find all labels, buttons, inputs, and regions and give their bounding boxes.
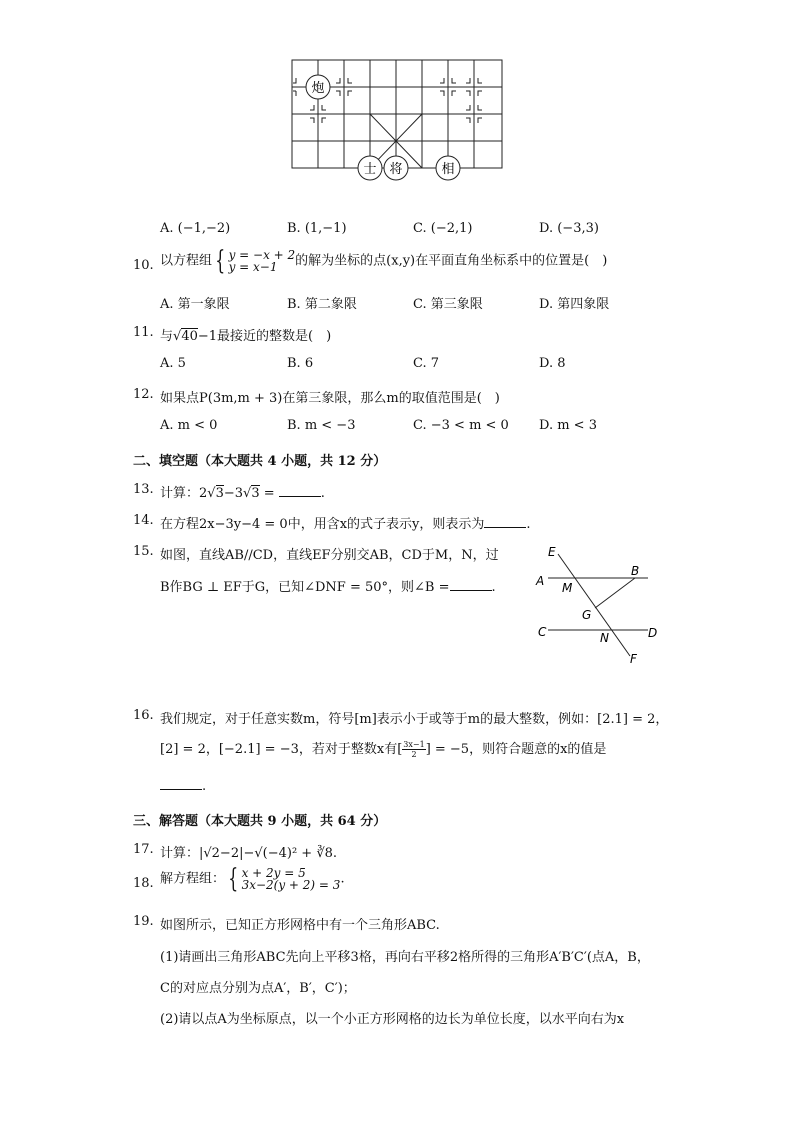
q16-line2 — [160, 738, 606, 759]
label-e: E — [548, 545, 556, 559]
q9-option-a: A. (−1,−2) — [160, 221, 231, 236]
q12-option-d: D. m < 3 — [539, 418, 597, 433]
answer-blank[interactable] — [160, 777, 202, 790]
q11-option-c: C. 7 — [413, 356, 440, 371]
q11-number: 11. — [133, 325, 154, 340]
piece-shi — [358, 156, 382, 180]
piece-pao — [306, 75, 330, 99]
q10-number: 10. — [133, 258, 154, 273]
q13-equals: = — [259, 486, 279, 501]
q10-post: 的解为坐标的点(x,y)在平面直角坐标系中的位置是( ) — [295, 253, 608, 269]
q12-option-b: B. m < −3 — [287, 418, 356, 433]
answer-blank[interactable] — [450, 578, 492, 591]
piece-jiang — [384, 156, 408, 180]
q11-pre: 与 — [160, 329, 174, 344]
q15-end: . — [491, 580, 496, 595]
q19-line1: 如图所示，已知正方形网格中有一个三角形ABC. — [160, 918, 440, 933]
q11-post: −1最接近的整数是( ) — [197, 329, 332, 344]
q18-end: . — [340, 871, 345, 887]
q11-option-b: B. 6 — [287, 356, 314, 371]
q10-pre: 以方程组 — [160, 253, 213, 269]
label-n: N — [600, 631, 609, 645]
q16-number: 16. — [133, 708, 154, 723]
q10-option-b: B. 第二象限 — [287, 297, 357, 312]
q13-number: 13. — [133, 482, 154, 497]
q18-system: x + 2y = 5 3x−2(y + 2) = 3 — [241, 866, 341, 892]
q13-end: . — [320, 486, 325, 501]
label-g: G — [582, 608, 592, 622]
q18-number: 18. — [133, 876, 154, 891]
q10-option-d: D. 第四象限 — [539, 297, 610, 312]
q13-pre: 计算：2 — [160, 486, 208, 501]
label-c: C — [538, 625, 547, 639]
q13-radicand-2: 3 — [251, 486, 260, 501]
svg-text:士: 士 — [363, 162, 377, 177]
label-a: A — [536, 574, 545, 588]
label-m: M — [562, 581, 573, 595]
brace-icon: { — [228, 864, 239, 894]
chess-board-figure — [286, 56, 508, 182]
line-ef — [558, 554, 630, 656]
q11-stem — [160, 325, 331, 344]
q15-line2 — [160, 576, 496, 595]
q15-geometry-figure — [532, 542, 666, 668]
section-3-heading: 三、解答题（本大题共 9 小题，共 64 分） — [133, 814, 387, 829]
q11-option-a: A. 5 — [160, 356, 186, 371]
q13-radicand-1: 3 — [215, 486, 224, 501]
q10-stem — [160, 248, 607, 274]
q9-option-d: D. (−3,3) — [539, 221, 599, 236]
q14-end: . — [526, 517, 531, 532]
q11-option-d: D. 8 — [539, 356, 566, 371]
svg-text:将: 将 — [389, 162, 403, 177]
q10-option-a: A. 第一象限 — [160, 297, 230, 312]
q13-mid: −3 — [223, 486, 244, 501]
q10-system: y = −x + 2 y = x−1 — [228, 248, 296, 274]
q9-option-b: B. (1,−1) — [287, 221, 347, 236]
q19-line3: C的对应点分别为点A′，B′，C′)； — [160, 981, 356, 996]
piece-xiang — [436, 156, 460, 180]
q16-line1: 我们规定，对于任意实数m，符号[m]表示小于或等于m的最大整数，例如：[2.1] = 2， — [160, 712, 669, 727]
section-2-heading: 二、填空题（本大题共 4 小题，共 12 分） — [133, 454, 387, 469]
label-d: D — [648, 626, 658, 640]
q19-line4: (2)请以点A为坐标原点，以一个小正方形网格的边长为单位长度，以水平向右为x — [160, 1012, 625, 1027]
sqrt-icon: √ — [243, 486, 252, 501]
q11-radicand: 40 — [181, 329, 198, 344]
q16-line3 — [160, 777, 206, 794]
q18-stem — [160, 866, 345, 892]
answer-blank[interactable] — [279, 484, 321, 497]
svg-text:相: 相 — [441, 162, 455, 177]
q16-fraction: $\frac{3x-1}{2}$ — [403, 740, 425, 759]
q12-number: 12. — [133, 387, 154, 402]
q16-line2a: [2] = 2，[−2.1] = −3，若对于整数x有[ — [160, 742, 403, 757]
q12-stem: 如果点P(3m,m + 3)在第三象限，那么m的取值范围是( ) — [160, 391, 500, 406]
q13-stem — [160, 482, 325, 501]
brace-icon: { — [215, 246, 226, 276]
segment-bg — [595, 578, 635, 608]
answer-blank[interactable] — [484, 515, 526, 528]
label-f: F — [630, 652, 637, 666]
sqrt-icon: √ — [173, 329, 182, 344]
sqrt-icon: √ — [207, 486, 216, 501]
q12-option-a: A. m < 0 — [160, 418, 218, 433]
q17-number: 17. — [133, 842, 154, 857]
q9-option-c: C. (−2,1) — [413, 221, 473, 236]
q19-line2: (1)请画出三角形ABC先向上平移3格，再向右平移2格所得的三角形A′B′C′(点A，B， — [160, 950, 650, 965]
q10-option-c: C. 第三象限 — [413, 297, 483, 312]
q14-stem — [160, 513, 531, 532]
svg-text:炮: 炮 — [311, 81, 325, 96]
q15-line1: 如图，直线AB//CD，直线EF分别交AB，CD于M，N，过 — [160, 548, 499, 563]
q15-line2-text: B作BG ⊥ EF于G，已知∠DNF = 50°，则∠B = — [160, 580, 450, 595]
q19-number: 19. — [133, 914, 154, 929]
q12-option-c: C. −3 < m < 0 — [413, 418, 509, 433]
q16-line2b: ] = −5，则符合题意的x的值是 — [425, 742, 607, 757]
q18-pre: 解方程组： — [160, 871, 226, 887]
q17-stem: 计算：|√2−2|−√(−4)² + ∛8. — [160, 846, 338, 861]
q15-number: 15. — [133, 544, 154, 559]
q16-end: . — [202, 779, 207, 794]
label-b: B — [631, 564, 640, 578]
q14-number: 14. — [133, 513, 154, 528]
q14-text: 在方程2x−3y−4 = 0中，用含x的式子表示y，则表示为 — [160, 517, 485, 532]
